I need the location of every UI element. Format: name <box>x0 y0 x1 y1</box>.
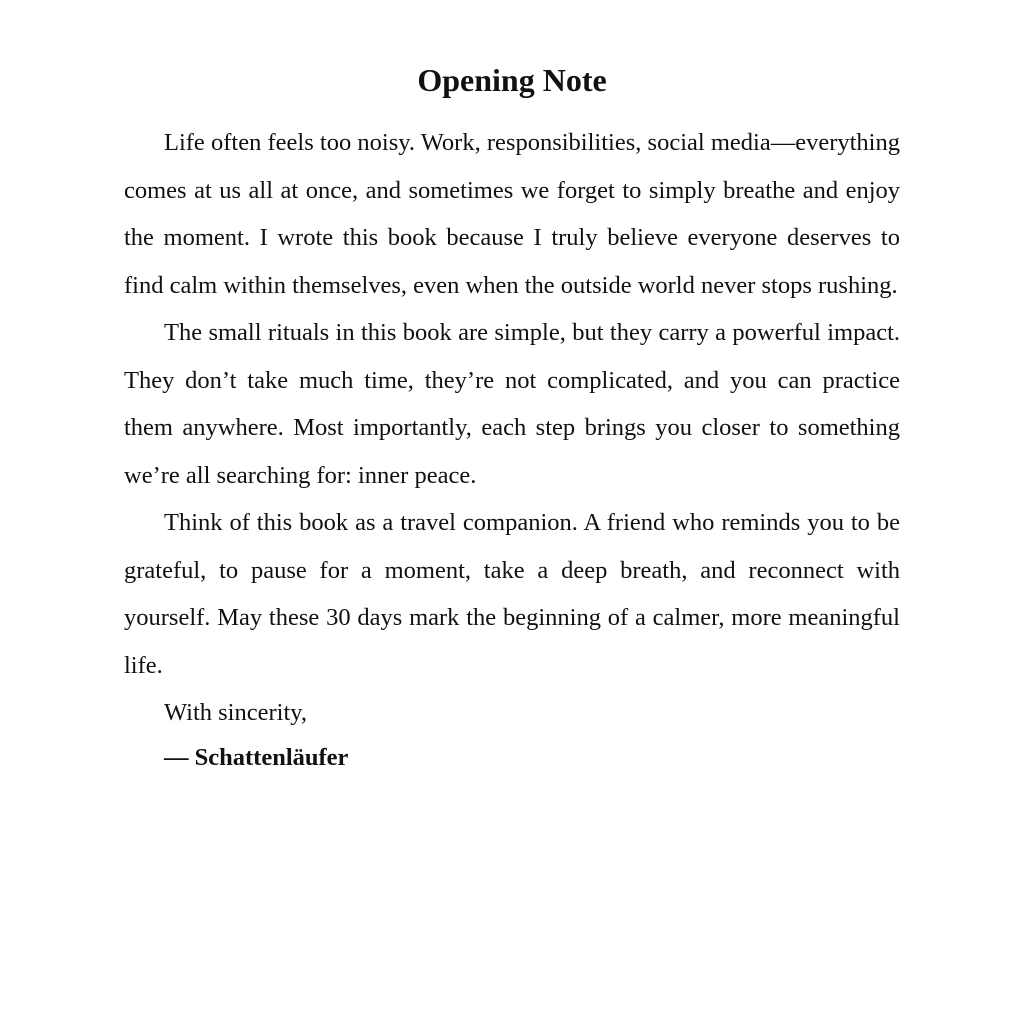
document-page <box>124 58 900 779</box>
paragraph-3: Think of this book as a travel companion. A friend who reminds you to be grateful, to pause for a moment, take a deep breath, and reconnect with yourself. May these 30 days mark the beginning of a calmer, more meaningful life. <box>124 509 900 679</box>
paragraph-2: The small rituals in this book are simple, but they carry a powerful impact. They don’t take much time, they’re not complicated, and you can practice them anywhere. Most importantly, each step brings you closer to something we’re all searching for: inner peace. <box>124 319 900 489</box>
paragraph-1: Life often feels too noisy. Work, responsibilities, social media—everything comes at us all at once, and sometimes we forget to simply breathe and enjoy the moment. I wrote this book because I truly believe everyone deserves to find calm within themselves, even when the outside world never stops rushing. <box>124 129 900 299</box>
closing-line: With sincerity, <box>164 699 308 726</box>
page-title: Opening Note <box>417 62 607 98</box>
author-signature: — Schattenläufer <box>164 743 349 771</box>
